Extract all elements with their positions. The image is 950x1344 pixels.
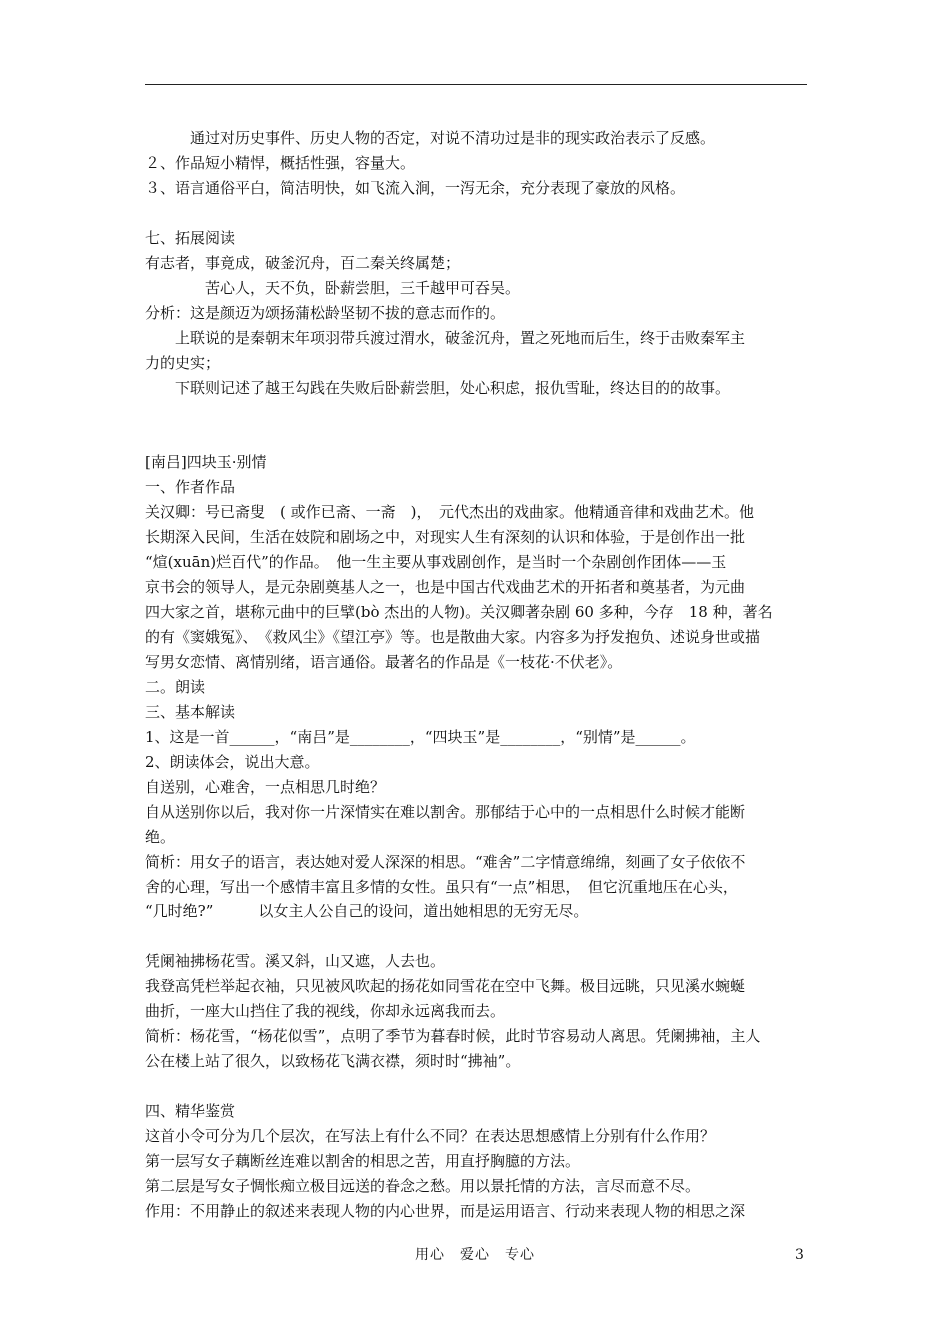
- text-line: 力的史实；: [145, 354, 221, 372]
- text-line: 上联说的是秦朝末年项羽带兵渡过渭水，破釜沉舟，置之死地而后生，终于击败秦军主: [145, 329, 746, 347]
- text-line: 三、基本解读: [145, 703, 236, 721]
- text-line: 第二层是写女子惆怅痴立极目远送的眷念之愁。用以景托情的方法，言尽而意不尽。: [145, 1177, 701, 1195]
- page-number: 3: [795, 1247, 804, 1263]
- text-line: 2、朗读体会，说出大意。: [145, 753, 320, 771]
- text-line: 舍的心理，写出一个感情丰富且多情的女性。虽只有“一点”相思， 但它沉重地压在心头，: [145, 878, 738, 896]
- text-line: “煊(xuān)烂百代”的作品。 他一生主要从事戏剧创作，是当时一个杂剧创作团体——玉: [145, 553, 727, 571]
- text-line: 七、拓展阅读: [145, 229, 236, 247]
- text-line: 通过对历史事件、历史人物的否定，对说不清功过是非的现实政治表示了反感。: [145, 129, 716, 147]
- text-line: 第一层写女子藕断丝连难以割舍的相思之苦，用直抒胸臆的方法。: [145, 1152, 581, 1170]
- text-line: 一、作者作品: [145, 478, 236, 496]
- text-line: 我登高凭栏举起衣袖，只见被风吹起的扬花如同雪花在空中飞舞。极目远眺，只见溪水蜿蜒: [145, 977, 746, 995]
- text-line: 有志者，事竟成，破釜沉舟，百二秦关终属楚；: [145, 254, 461, 272]
- text-line: “几时绝?” 以女主人公自己的设问，道出她相思的无穷无尽。: [145, 902, 589, 920]
- text-line: 凭阑袖拂杨花雪。溪又斜，山又遮，人去也。: [145, 952, 446, 970]
- text-line: 下联则记述了越王勾践在失败后卧薪尝胆，处心积虑，报仇雪耻，终达目的的故事。: [145, 379, 731, 397]
- text-line: 四、精华鉴赏: [145, 1102, 236, 1120]
- header-rule: [145, 84, 807, 85]
- text-line: 京书会的领导人，是元杂剧奠基人之一，也是中国古代戏曲艺术的开拓者和奠基者，为元曲: [145, 578, 746, 596]
- text-line: 绝。: [145, 828, 176, 846]
- text-line: 自送别，心难舍，一点相思几时绝？: [145, 778, 386, 796]
- text-line: 这首小令可分为几个层次，在写法上有什么不同？在表达思想感情上分别有什么作用？: [145, 1127, 716, 1145]
- text-line: 作用：不用静止的叙述来表现人物的内心世界，而是运用语言、行动来表现人物的相思之深: [145, 1202, 746, 1220]
- text-line: 关汉卿：号已斋叟 ( 或作已斋、一斋 )， 元代杰出的戏曲家。他精通音律和戏曲艺术。他: [145, 503, 754, 521]
- text-line: 曲折，一座大山挡住了我的视线，你却永远离我而去。: [145, 1002, 506, 1020]
- text-line: 分析：这是颜迈为颂扬蒲松龄坚韧不拔的意志而作的。: [145, 304, 506, 322]
- text-line: [南吕]四块玉·别情: [145, 453, 267, 471]
- text-line: ３、语言通俗平白，简洁明快，如飞流入涧，一泻无余，充分表现了豪放的风格。: [145, 179, 686, 197]
- text-line: 公在楼上站了很久，以致杨花飞满衣襟，须时时“拂袖”。: [145, 1052, 521, 1070]
- text-line: 自从送别你以后，我对你一片深情实在难以割舍。那郁结于心中的一点相思什么时候才能断: [145, 803, 746, 821]
- text-line: 四大家之首，堪称元曲中的巨擘(bò 杰出的人物)。关汉卿著杂剧 60 多种，今存 18 种，著名: [145, 603, 773, 621]
- text-line: 简析：用女子的语言，表达她对爱人深深的相思。“难舍”二字情意绵绵，刻画了女子依依不: [145, 853, 746, 871]
- text-line: 二。朗读: [145, 678, 206, 696]
- footer-motto: 用心 爱心 专心: [415, 1247, 535, 1263]
- text-line: ２、作品短小精悍，概括性强，容量大。: [145, 154, 416, 172]
- text-line: 简析：杨花雪，“杨花似雪”，点明了季节为暮春时候，此时节容易动人离思。凭阑拂袖，主人: [145, 1027, 761, 1045]
- text-line: 写男女恋情、离情别绪，语言通俗。最著名的作品是《一枝花·不伏老》。: [145, 653, 623, 671]
- text-line: 1、这是一首______，“南吕”是________，“四块玉”是________，“别情”是______。: [145, 728, 696, 746]
- text-line: 的有《窦娥冤》、 《救风尘》《望江亭》等。也是散曲大家。内容多为抒发抱负、述说身世或描: [145, 628, 761, 646]
- text-line: 长期深入民间，生活在妓院和剧场之中，对现实人生有深刻的认识和体验，于是创作出一批: [145, 528, 746, 546]
- text-line: 苦心人，天不负，卧薪尝胆，三千越甲可吞吴。: [145, 279, 521, 297]
